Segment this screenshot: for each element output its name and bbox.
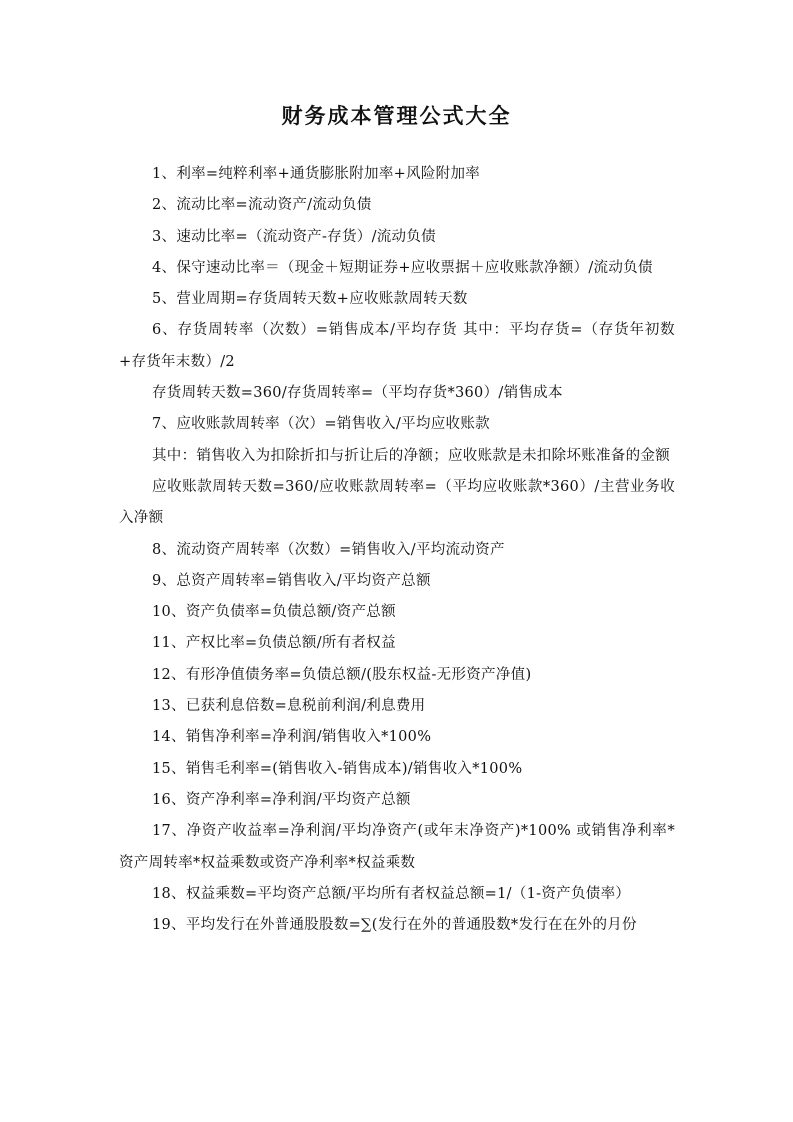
paragraph-4: 4、保守速动比率＝（现金＋短期证券+应收票据＋应收账款净额）/流动负债 <box>152 259 653 276</box>
paragraph-1: 1、利率=纯粹利率+通货膨胀附加率+风险附加率 <box>152 166 481 182</box>
paragraph-10: 应收账款周转天数=360/应收账款周转率=（平均应收账款*360）/主营业务收入净额 <box>119 478 675 527</box>
paragraph-14: 11、产权比率=负债总额/所有者权益 <box>152 635 396 652</box>
paragraph-2: 2、流动比率=流动资产/流动负债 <box>152 197 372 214</box>
paragraph-7: 存货周转天数=360/存货周转率=（平均存货*360）/销售成本 <box>152 385 563 402</box>
paragraph-9: 其中：销售收入为扣除折扣与折让后的净额；应收账款是未扣除坏账准备的金额 <box>152 447 670 464</box>
paragraph-21: 18、权益乘数=平均资产总额/平均所有者权益总额=1/（1-资产负债率） <box>152 885 631 902</box>
paragraph-5: 5、营业周期=存货周转天数+应收账款周转天数 <box>152 291 468 308</box>
paragraph-18: 15、销售毛利率=(销售收入-销售成本)/销售收入*100% <box>152 760 523 777</box>
paragraph-3: 3、速动比率=（流动资产-存货）/流动负债 <box>152 228 436 245</box>
paragraph-19: 16、资产净利率=净利润/平均资产总额 <box>152 791 411 808</box>
paragraph-16: 13、已获利息倍数=息税前利润/利息费用 <box>152 698 426 715</box>
paragraph-11: 8、流动资产周转率（次数）=销售收入/平均流动资产 <box>152 541 505 558</box>
document-title: 财务成本管理公式大全 <box>281 103 512 128</box>
document-body <box>119 159 675 941</box>
paragraph-13: 10、资产负债率=负债总额/资产总额 <box>152 604 396 621</box>
paragraph-8: 7、应收账款周转率（次）=销售收入/平均应收账款 <box>152 416 490 433</box>
paragraph-6: 6、存货周转率（次数）=销售成本/平均存货 其中：平均存货=（存货年初数+存货年末数）/2 <box>119 322 675 370</box>
paragraph-12: 9、总资产周转率=销售收入/平均资产总额 <box>152 572 431 589</box>
paragraph-20: 17、净资产收益率=净利润/平均净资产(或年末净资产)*100% 或销售净利率*资产周转率*权益乘数或资产净利率*权益乘数 <box>119 823 675 871</box>
paragraph-22: 19、平均发行在外普通股股数=∑(发行在外的普通股数*发行在在外的月份 <box>152 917 637 934</box>
paragraph-15: 12、有形净值债务率=负债总额/(股东权益-无形资产净值) <box>152 666 532 683</box>
paragraph-17: 14、销售净利率=净利润/销售收入*100% <box>152 729 432 746</box>
